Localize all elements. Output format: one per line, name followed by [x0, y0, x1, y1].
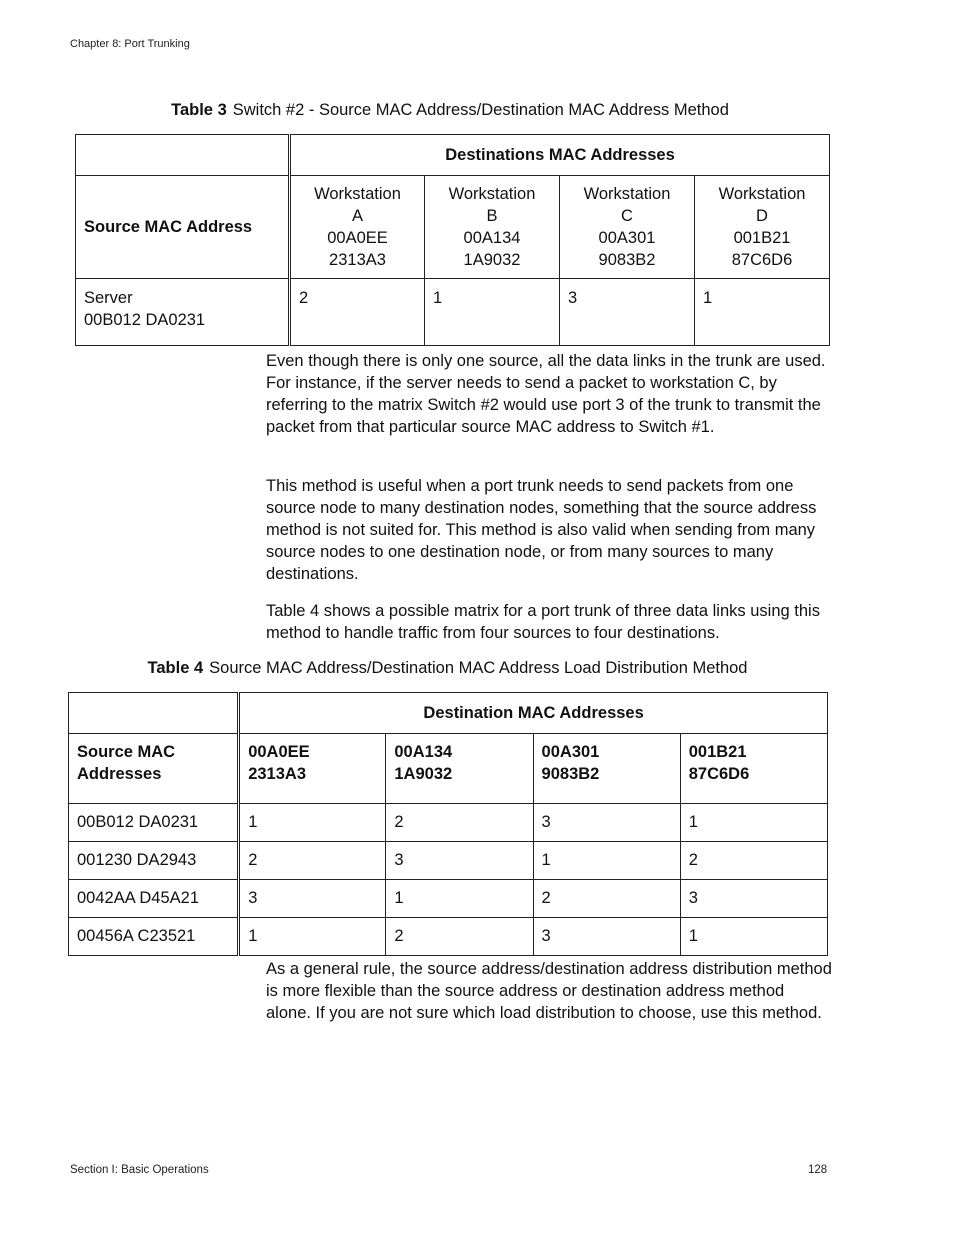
- body-paragraph-2: This method is useful when a port trunk needs to send packets from one source node to many destination nodes, something that the source address method is not suited for. This method is also valid when sending from many source nodes to one destination node, or from many sources to many destinations.: [266, 477, 817, 583]
- port-cell: 3: [560, 279, 695, 346]
- ws-label: Workstation: [718, 185, 806, 203]
- port-cell: 1: [680, 804, 827, 842]
- ws-mac-high: 00A134: [463, 229, 521, 247]
- mac-low: 9083B2: [541, 765, 600, 783]
- table-row: [69, 918, 828, 956]
- mac-low: 2313A3: [248, 765, 307, 783]
- port-cell: 3: [239, 880, 386, 918]
- ws-mac-high: 001B21: [733, 229, 791, 247]
- source-cell: 0042AA D45A21: [69, 880, 239, 918]
- table-row: [69, 842, 828, 880]
- table3-caption-text: Switch #2 - Source MAC Address/Destination MAC Address Method: [232, 101, 729, 119]
- port-cell: 3: [680, 880, 827, 918]
- port-cell: 1: [239, 804, 386, 842]
- table4-dest-column: [239, 734, 386, 804]
- ws-mac-high: 00A301: [598, 229, 656, 247]
- table3-caption-label: Table 3: [171, 101, 227, 119]
- table3-corner-cell: [76, 135, 290, 176]
- mac-low: 1A9032: [394, 765, 453, 783]
- ws-mac-low: 87C6D6: [731, 251, 793, 269]
- ws-mac-high: 00A0EE: [327, 229, 388, 247]
- table4: [68, 692, 828, 956]
- table3-header-row: [76, 135, 830, 176]
- table4-corner-cell: [69, 693, 239, 734]
- port-cell: 2: [290, 279, 425, 346]
- table4-dest-column: [533, 734, 680, 804]
- port-cell: 3: [533, 918, 680, 956]
- table4-dest-header: Destination MAC Addresses: [239, 693, 828, 734]
- table4-caption: [0, 659, 895, 678]
- table3: [75, 134, 830, 346]
- ws-letter: A: [351, 207, 363, 225]
- port-cell: 1: [386, 880, 533, 918]
- table3-workstation-c: [560, 176, 695, 279]
- body-paragraph-4: As a general rule, the source address/destination address distribution method is more flexible than the source address or destination address method alone. If you are not sure which load distribution to choose, use this method.: [266, 960, 832, 1022]
- table4-dest-column: [680, 734, 827, 804]
- table4-caption-label: Table 4: [147, 659, 204, 677]
- port-cell: 1: [239, 918, 386, 956]
- mac-high: 00A301: [541, 743, 600, 761]
- ws-letter: C: [621, 207, 633, 225]
- table3-workstation-a: [290, 176, 425, 279]
- ws-label: Workstation: [583, 185, 671, 203]
- mac-high: 001B21: [688, 743, 747, 761]
- source-header-line: Addresses: [77, 765, 162, 783]
- table4-dest-column: [386, 734, 533, 804]
- table3-workstation-b: [425, 176, 560, 279]
- port-cell: 2: [239, 842, 386, 880]
- table3-workstation-d: [695, 176, 830, 279]
- port-cell: 1: [695, 279, 830, 346]
- table-row: [76, 279, 830, 346]
- ws-letter: D: [756, 207, 768, 225]
- port-cell: 1: [425, 279, 560, 346]
- port-cell: 1: [533, 842, 680, 880]
- running-head: Chapter 8: Port Trunking: [70, 38, 190, 50]
- table4-caption-text: Source MAC Address/Destination MAC Address Load Distribution Method: [209, 659, 748, 677]
- ws-mac-low: 2313A3: [329, 251, 386, 269]
- port-cell: 2: [680, 842, 827, 880]
- table4-subheader-row: [69, 734, 828, 804]
- port-cell: 2: [533, 880, 680, 918]
- port-cell: 2: [386, 804, 533, 842]
- table3-source-cell: [76, 279, 290, 346]
- mac-high: 00A0EE: [248, 743, 310, 761]
- mac-high: 00A134: [394, 743, 453, 761]
- port-cell: 3: [386, 842, 533, 880]
- ws-mac-low: 9083B2: [598, 251, 656, 269]
- table3-source-header: Source MAC Address: [76, 176, 290, 279]
- table3-caption: [0, 101, 900, 120]
- page-number: 128: [808, 1164, 828, 1176]
- port-cell: 3: [533, 804, 680, 842]
- ws-letter: B: [486, 207, 498, 225]
- source-cell: 001230 DA2943: [69, 842, 239, 880]
- source-cell: 00456A C23521: [69, 918, 239, 956]
- footer-section: Section I: Basic Operations: [70, 1164, 209, 1176]
- table4-source-header: [69, 734, 239, 804]
- ws-label: Workstation: [448, 185, 536, 203]
- mac-low: 87C6D6: [688, 765, 750, 783]
- source-cell: 00B012 DA0231: [69, 804, 239, 842]
- ws-label: Workstation: [314, 185, 401, 203]
- table-row: [69, 804, 828, 842]
- source-name: Server: [84, 289, 133, 307]
- source-header-line: Source MAC: [77, 743, 176, 761]
- table4-header-row: [69, 693, 828, 734]
- table3-dest-header: Destinations MAC Addresses: [290, 135, 830, 176]
- table-row: [69, 880, 828, 918]
- body-paragraph-1: Even though there is only one source, all the data links in the trunk are used. For instance, if the server needs to send a packet to workstation C, by referring to the matrix Switch #2 would use port 3 of the trunk to transmit the packet from that particular source MAC address to Switch #1.: [266, 352, 826, 436]
- table3-subheader-row: [76, 176, 830, 279]
- body-paragraph-3: Table 4 shows a possible matrix for a port trunk of three data links using this method to handle traffic from four sources to four destinations.: [266, 602, 820, 642]
- port-cell: 1: [680, 918, 827, 956]
- source-mac: 00B012 DA0231: [84, 311, 206, 329]
- ws-mac-low: 1A9032: [463, 251, 521, 269]
- port-cell: 2: [386, 918, 533, 956]
